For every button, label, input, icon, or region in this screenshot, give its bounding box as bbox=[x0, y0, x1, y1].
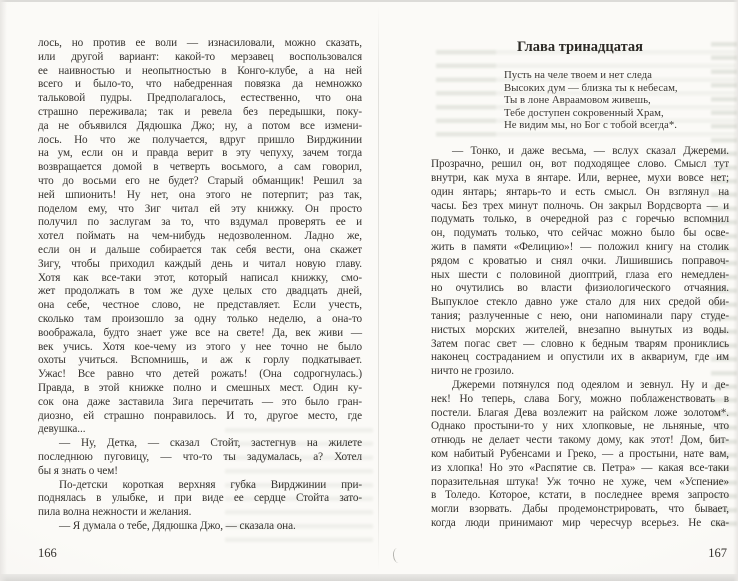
text-line: охоты учиться. Вспомнишь, и аж к горлу подкатывает. bbox=[38, 354, 362, 367]
text-line: рядом с кроватью и снял очки. Лишившись поправоч- bbox=[431, 254, 729, 267]
text-line: ее наивностью и неопытностью в Конго-клубе, а на ней bbox=[38, 64, 362, 77]
text-line: нек! Но теперь, слава Богу, можно поблаженствовать в bbox=[431, 392, 729, 405]
right-page-text bbox=[431, 145, 729, 531]
text-line: — Тонко, и даже весьма, — вслух сказал Джереми. bbox=[452, 144, 729, 157]
text-line: век учись. Хотя кое-чему из этого у нее точно не было bbox=[38, 340, 362, 353]
text-line: сок она даже заставила Зига перечитать — это было гран- bbox=[38, 395, 362, 408]
text-line: пила волна нежности и желания. bbox=[38, 506, 192, 519]
text-line: лось. Но что же получается, вдруг пришло Вирджинии bbox=[38, 133, 362, 146]
text-line: По-детски короткая верхняя губка Вирджинии при- bbox=[59, 478, 362, 491]
text-line: Джереми потянулся под одеялом и зевнул. Ну и де- bbox=[452, 379, 729, 392]
text-line: из хлопка! Но это «Распятие св. Петра» — какая все-таки bbox=[431, 461, 729, 474]
text-line: отнюдь не делает чести такому дому, как этот! Дом, бит- bbox=[431, 434, 729, 447]
text-line: если он и дальше собирается так себя вести, она скажет bbox=[38, 243, 362, 256]
text-line: ничто не грозило. bbox=[431, 365, 514, 378]
text-line: ком набитый Рубенсами и Греко, — а простыни, нате вам, bbox=[431, 448, 729, 461]
page-seam bbox=[378, 6, 379, 571]
epigraph-line: Тебе доступен сокровенный Храм, bbox=[504, 106, 664, 119]
text-line: Зигу, чтобы приходил каждый день и читал новую главу. bbox=[38, 257, 362, 270]
text-line: поднялась в улыбке, и при виде ее сердце Стойта зато- bbox=[38, 492, 362, 505]
chapter-title: Глава тринадцатая bbox=[517, 39, 643, 55]
text-line: Ужас! Все равно что детей рожать! (Она содрогнулась.) bbox=[38, 368, 362, 381]
text-line: нистых морских жителей, внезапно вынутых из воды. bbox=[431, 323, 729, 336]
text-line: один янтарь; янтарь-то и есть смысл. Он взглянул на bbox=[431, 185, 729, 198]
text-line: да не объявился Дядюшка Джо; ну, а потом все измени- bbox=[38, 119, 362, 132]
text-line: Хотя как все-таки этот, который написал книжку, смо- bbox=[38, 271, 362, 284]
text-line: что до восьми его не будет? Старый обманщик! Решил за bbox=[38, 174, 362, 187]
scan-edge-top bbox=[0, 0, 738, 2]
text-line: всего и было-то, что набедренная повязка да немножко bbox=[38, 78, 362, 91]
scan-artifact bbox=[392, 548, 404, 564]
text-line: Выпуклое стекло давно уже стало для них средой оби- bbox=[431, 296, 729, 309]
text-line: тания; разлученные с нею, они напоминали пару студе- bbox=[431, 310, 729, 323]
text-line: могли взорвать. Дабы продемонстрировать, что бывает, bbox=[431, 503, 729, 516]
text-line: диозно, ей страшно понравилось. И то, другое место, где bbox=[38, 409, 362, 422]
text-line: подумать только, в очередной раз с горечью вспомнил bbox=[431, 213, 729, 226]
left-page-text bbox=[38, 37, 362, 534]
epigraph-line: Высоких дум — близка ты к небесам, bbox=[504, 81, 678, 94]
text-line: он, подумать только, что сейчас можно было бы осве- bbox=[431, 227, 729, 240]
text-line: ней шпионить! Ну нет, она этого не потерпит; раз так, bbox=[38, 188, 362, 201]
text-line: страшно переживала; так и ревела без передышки, поку- bbox=[38, 105, 362, 118]
left-page bbox=[38, 37, 362, 534]
text-line: тальковой пудры. Предполагалось, естественно, что она bbox=[38, 92, 362, 105]
scan-edge-bottom bbox=[0, 574, 738, 581]
text-line: на ум, если он и правда верит в эту чепуху, зачем тогда bbox=[38, 147, 362, 160]
text-line: Однако простыни-то у них хлопковые, не льняные, что bbox=[431, 420, 729, 433]
epigraph-line: Не видим мы, но Бог с тобой всегда*. bbox=[504, 119, 677, 131]
text-line: постели. Благая Дева возлежит на райском ложе золотом*. bbox=[431, 406, 729, 419]
epigraph bbox=[504, 69, 729, 132]
text-line: — Ну, Детка, — сказал Стойт, застегнув на жилете bbox=[59, 437, 362, 450]
right-page bbox=[431, 40, 729, 531]
text-line: в Толедо. Которое, кстати, в последнее время запросто bbox=[431, 489, 729, 502]
text-line: часы. Без трех минут полночь. Он закрыл Вордсворта — и bbox=[431, 199, 729, 212]
epigraph-line: Ты в лоне Авраамовом живешь, bbox=[504, 94, 651, 106]
text-line: получил по заслугам за то, что вздумал проверять ее и bbox=[38, 216, 362, 229]
text-line: воображала, будто знает уже все на свете! Да, век живи — bbox=[38, 326, 362, 339]
text-line: она себе, честное слово, не представляет. Если учесть, bbox=[38, 299, 362, 312]
text-line: или другой вариант: какой-то мерзавец воспользовался bbox=[38, 50, 362, 63]
text-line: поразительная штука! Уж точно не хуже, чем «Успение» bbox=[431, 475, 729, 488]
text-line: сколько там произошло за одну только неделю, а она-то bbox=[38, 312, 362, 325]
text-line: возвращается домой в четверть восьмого, а сам говорил, bbox=[38, 161, 362, 174]
text-line: Затем погас свет — словно к бедным тварям прониклись bbox=[431, 337, 729, 350]
text-line: девушка... bbox=[38, 423, 86, 436]
text-line: последнюю пуговицу, — что-то ты задумалась, а? Хотел bbox=[38, 450, 362, 463]
right-page-number: 167 bbox=[708, 546, 727, 560]
text-line: Прозрачно, решил он, вот подходящее слово. Смысл тут bbox=[431, 158, 729, 171]
text-line: бы я знать о чем! bbox=[38, 464, 118, 477]
text-line: наконец состраданием и опустили их в аквариум, где им bbox=[431, 351, 729, 364]
text-line: хотел поймать на чем-нибудь недозволенном. Ладно же, bbox=[38, 230, 362, 243]
text-line: поделом ему, что Зиг читал ей эту книжку. Он просто bbox=[38, 202, 362, 215]
left-page-number: 166 bbox=[38, 546, 57, 560]
text-line: внутри, как муха в янтаре. Или, вернее, мухи вовсе нет; bbox=[431, 172, 729, 185]
text-line: жить в памяти «Фелицию»! — положил книгу на столик bbox=[431, 241, 729, 254]
text-line: Правда, в этой книжке полно и смешных мест. Один ку- bbox=[38, 381, 362, 394]
text-line: ных шести с половиной диоптрий, глаза его немедлен- bbox=[431, 268, 729, 281]
text-line: лось, но против ее воли — изнасиловали, можно сказать, bbox=[38, 37, 362, 49]
text-line: когда люди принимают мир чересчур всерьез. Не ска- bbox=[431, 517, 729, 530]
text-line: жет продолжать в том же духе целых сто двадцать дней, bbox=[38, 285, 362, 298]
text-line: но очутились во власти физиологического отчаяния. bbox=[431, 282, 729, 295]
scan-edge-left bbox=[0, 0, 7, 581]
text-line: — Я думала о тебе, Дядюшка Джо, — сказала она. bbox=[59, 519, 296, 532]
epigraph-line: Пусть на челе твоем и нет следа bbox=[504, 69, 652, 81]
